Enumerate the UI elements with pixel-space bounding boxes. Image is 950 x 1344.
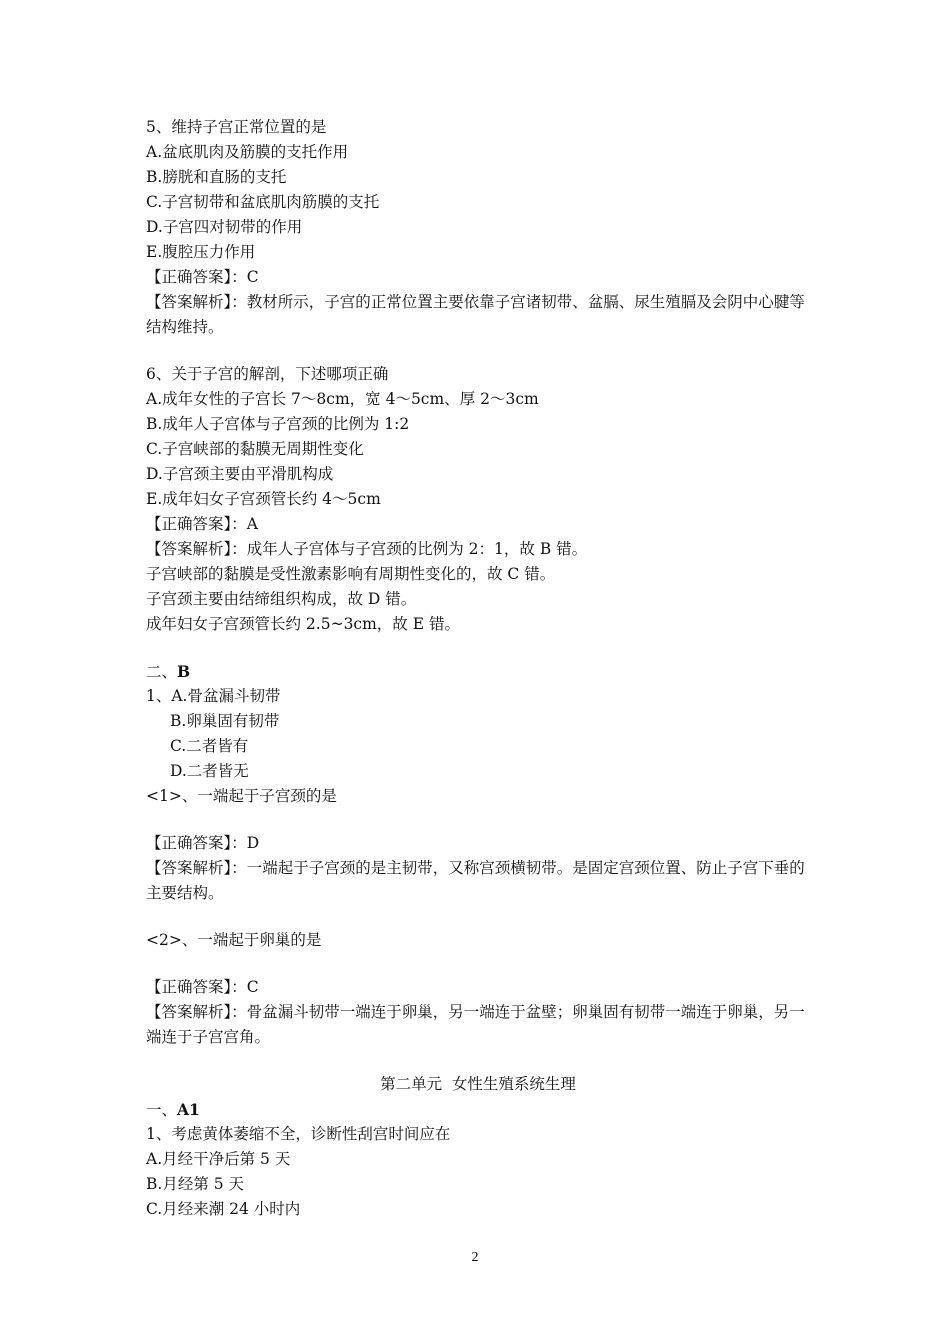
- section-b: [146, 659, 810, 1050]
- answer-analysis: 【答案解析】：一端起于子宫颈的是主韧带，又称宫颈横韧带。是固定宫颈位置、防止子宫下垂的主要结构。: [146, 859, 805, 902]
- question-6: [146, 362, 810, 637]
- option-c: C.子宫韧带和盆底肌肉筋膜的支托: [146, 193, 380, 211]
- answer-analysis-line: 子宫峡部的黏膜是受性激素影响有周期性变化的，故 C 错。: [146, 565, 556, 583]
- page-number: 2: [471, 1250, 479, 1265]
- answer-analysis-line: 子宫颈主要由结缔组织构成，故 D 错。: [146, 590, 417, 608]
- section-heading-type: A1: [177, 1100, 200, 1119]
- answer-analysis: 【答案解析】：骨盆漏斗韧带一端连于卵巢，另一端连于盆壁；卵巢固有韧带一端连于卵巢，另一端连于子宫宫角。: [146, 1003, 805, 1046]
- option-e: E.腹腔压力作用: [146, 243, 256, 261]
- section-heading-type: B: [177, 662, 191, 681]
- section-heading: [146, 1097, 810, 1122]
- unit-title: 第二单元 女性生殖系统生理: [380, 1075, 576, 1093]
- option-b: B.月经第 5 天: [146, 1175, 245, 1193]
- question-stem: 6、关于子宫的解剖，下述哪项正确: [146, 365, 389, 383]
- option-a: A.月经干净后第 5 天: [146, 1150, 291, 1168]
- option-d: D.二者皆无: [170, 762, 249, 780]
- option-e: E.成年妇女子宫颈管长约 4～5cm: [146, 490, 381, 508]
- correct-answer: 【正确答案】：C: [146, 978, 259, 996]
- option-a: A.成年女性的子宫长 7～8cm，宽 4～5cm、厚 2～3cm: [146, 390, 539, 408]
- question-stem: 5、维持子宫正常位置的是: [146, 118, 327, 136]
- section-heading-prefix: 二、: [146, 663, 178, 681]
- option-d: D.子宫四对韧带的作用: [146, 218, 303, 236]
- option-b: B.成年人子宫体与子宫颈的比例为 1:2: [146, 415, 410, 433]
- question-5: [146, 115, 810, 340]
- correct-answer: 【正确答案】：A: [146, 515, 258, 533]
- option-a: A.盆底肌肉及筋膜的支托作用: [146, 143, 349, 161]
- section-heading-prefix: 一、: [146, 1101, 178, 1119]
- option-c: C.二者皆有: [170, 737, 249, 755]
- option-b: B.卵巢固有韧带: [170, 712, 280, 730]
- option-c: C.子宫峡部的黏膜无周期性变化: [146, 440, 364, 458]
- unit-2: [146, 1072, 810, 1222]
- sub-question-2: <2>、一端起于卵巢的是: [146, 931, 322, 949]
- section-heading: [146, 659, 810, 684]
- question-stem: 1、考虑黄体萎缩不全，诊断性刮宫时间应在: [146, 1125, 451, 1143]
- correct-answer: 【正确答案】：C: [146, 268, 259, 286]
- option-c: C.月经来潮 24 小时内: [146, 1200, 301, 1218]
- sub-question-1: <1>、一端起于子宫颈的是: [146, 787, 337, 805]
- correct-answer: 【正确答案】：D: [146, 834, 260, 852]
- option-d: D.子宫颈主要由平滑肌构成: [146, 465, 334, 483]
- answer-analysis: 【答案解析】：教材所示，子宫的正常位置主要依靠子宫诸韧带、盆膈、尿生殖膈及会阴中心腱等结构维持。: [146, 293, 805, 336]
- answer-analysis: 【答案解析】：成年人子宫体与子宫颈的比例为 2：1，故 B 错。: [146, 540, 588, 558]
- option-b: B.膀胱和直肠的支托: [146, 168, 287, 186]
- question-stem: 1、A.骨盆漏斗韧带: [146, 687, 281, 705]
- answer-analysis-line: 成年妇女子宫颈管长约 2.5~3cm，故 E 错。: [146, 615, 460, 633]
- page-content: [146, 115, 810, 1222]
